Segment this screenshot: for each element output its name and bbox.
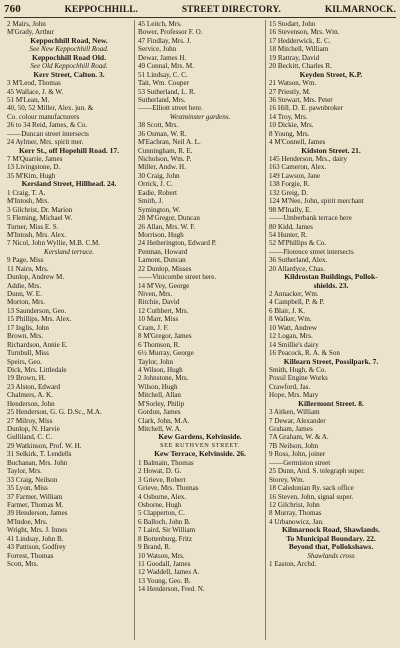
directory-entry: 54 Hunter, R. <box>269 230 308 239</box>
directory-entry: Cram, J. F. <box>138 323 169 332</box>
directory-entry: 23 Alston, Edward <box>7 382 61 391</box>
directory-entry: 11 Goodall, James <box>138 560 191 568</box>
directory-entry: M'Eachran, Neil A. L. <box>138 138 201 147</box>
directory-entry: Henderson, John <box>7 399 55 408</box>
directory-entry: Graham, James <box>269 425 313 433</box>
directory-entry: 17 Hedderwick, E. C. <box>269 36 331 45</box>
directory-entry: 33 Craig, Neilson <box>7 475 58 484</box>
directory-entry: ——Duncan street intersects <box>7 129 89 138</box>
directory-entry: Eadie, Robert <box>138 188 178 197</box>
cross-reference: Shawlands cross <box>307 551 355 560</box>
directory-entry: 27 Priestly, M. <box>269 87 311 96</box>
street-heading: Keppochhill Road, New. <box>30 36 108 45</box>
directory-entry: Hope, Mrs. Mary <box>269 391 319 400</box>
directory-entry: 7 Nicol, John Wyllie, M.B. C.M. <box>7 239 101 248</box>
directory-entry: 15 Phillips, Mrs. Alex. <box>7 315 72 324</box>
directory-entry: 12 Gilchrist, John <box>269 500 320 509</box>
directory-entry: 20 Allardyce, Chas. <box>269 264 325 273</box>
directory-entry: 49 Connal, Mrs. M. <box>138 62 194 71</box>
directory-entry: Turnbull, Miss <box>7 349 49 358</box>
directory-entry: 18 Mitchell, William <box>269 45 329 54</box>
directory-entry: 27 Milroy, Miss <box>7 416 53 425</box>
directory-entry: M'Grady, Arthur <box>7 28 54 37</box>
street-heading: To Municipal Boundary. 22. <box>286 534 376 543</box>
directory-entry: 25 Dunn, And. S. telegraph super. <box>269 467 365 476</box>
directory-entry: ——Germiston street <box>269 458 331 467</box>
directory-entry: Smith, J. <box>138 197 164 206</box>
directory-entry: 7B Neilson, John <box>269 441 319 450</box>
street-heading: Keyden Street, K.P. <box>299 70 363 79</box>
directory-entry: 124 M'Nee, John, spirit merchant <box>269 197 364 206</box>
directory-entry: 6 Blair, J. K. <box>269 306 305 315</box>
directory-entry: 31 Selkirk, T. Lendells <box>7 450 72 459</box>
street-heading: Killearn Street, Possilpark. 7. <box>283 357 379 366</box>
directory-page <box>4 3 396 642</box>
directory-entry: 5 Clapperton, C. <box>138 509 185 518</box>
directory-entry: Turner, Miss E. S. <box>7 222 59 231</box>
street-heading: Kilmarnock Road, Shawlands. <box>282 526 380 535</box>
directory-entry: 2 Johnstone, Mrs. <box>138 374 189 383</box>
street-heading: Kerr St., off Hopehill Road. 17. <box>18 146 120 155</box>
directory-entry: Osborne, Hugh <box>138 500 182 509</box>
street-heading: Kew Gardens, Kelvinside. <box>158 433 242 442</box>
column-left <box>4 20 134 640</box>
directory-entry: Co. colour manufacturers <box>7 112 80 121</box>
directory-entry: 13 Saunderson, Geo. <box>7 306 67 315</box>
directory-entry: 6 Thomson, R. <box>138 340 181 349</box>
cross-reference: SEE RUTHVEN STREET. <box>159 441 241 449</box>
directory-entry: Storey, Wm. <box>269 475 305 484</box>
directory-entry: Crawford, Jas. <box>269 382 311 391</box>
directory-entry: 38 Scott, Mrs. <box>138 121 179 130</box>
column-middle <box>134 20 265 640</box>
directory-entry: 12 Waddell, James A. <box>138 568 200 577</box>
directory-entry: 39 Henderson, James <box>7 509 68 518</box>
directory-entry: M'Indoe, Mrs. <box>7 517 48 526</box>
directory-entry: 51 Lindsay, C. C. <box>138 70 188 79</box>
directory-entry: 14 Troy, Mrs. <box>269 112 308 121</box>
directory-entry: Mitchell, W. A. <box>138 425 182 433</box>
directory-entry: Taylor, John <box>138 357 174 366</box>
directory-entry: ——Elliott street here. <box>138 104 203 113</box>
directory-entry: Tait, Wm. Couper <box>138 79 189 88</box>
header-center-title: STREET DIRECTORY. <box>181 5 281 15</box>
directory-entry: 45 Wallace, J. & W. <box>7 87 64 96</box>
directory-entry: 12 Logan, Mrs. <box>269 332 313 341</box>
directory-entry: 17 Inglis, John <box>7 323 49 332</box>
directory-entry: 19 Brown, H. <box>7 374 46 383</box>
directory-entry: 4 Urbanowicz, Jan. <box>269 517 324 526</box>
directory-entry: 11 Nairn, Mrs. <box>7 264 49 273</box>
directory-entry: 9 Ross, John, joiner <box>269 450 326 459</box>
directory-entry: Wright, Mrs. J. Innes <box>7 526 68 535</box>
directory-entry: 47 Findlay, Mrs. J. <box>138 36 192 45</box>
directory-entry: 14 Smillie's dairy <box>269 340 319 349</box>
directory-entry: 3 Aitken, William <box>269 408 320 417</box>
directory-entry: 24 Aylmer, Mrs. spirit mer. <box>7 138 84 147</box>
directory-entry: Niven, Mrs. <box>138 290 173 298</box>
directory-entry: 1 Balmain, Thomas <box>138 458 194 467</box>
directory-entry: 2 Howat, D. G. <box>138 467 182 476</box>
directory-entry: 10 Watson, Mrs. <box>138 551 185 560</box>
directory-entry: 24 Hetherington, Edward P. <box>138 239 217 248</box>
directory-entry: 26 Allan, Mrs. W. F. <box>138 222 196 231</box>
directory-entry: 3 M'Leod, Thomas <box>7 79 61 88</box>
directory-entry: 12 Cuthbert, Mrs. <box>138 306 189 315</box>
directory-entry: Dunlop, Andrew M. <box>7 273 65 282</box>
directory-entry: 25 Henderson, G. G. D.Sc., M.A. <box>7 408 102 417</box>
directory-entry: 4 M'Connell, James <box>269 138 326 147</box>
directory-entry: 8 Murray, Thomas <box>269 509 322 518</box>
directory-entry: Mitchell, Allan <box>138 391 181 400</box>
page-number: 760 <box>4 3 21 15</box>
directory-entry: 7 M'Quarrie, James <box>7 155 63 163</box>
directory-entry: 4 Osborne, Alex. <box>138 492 187 501</box>
directory-entry: 16 Hill, D. E. pawnbroker <box>269 104 343 113</box>
directory-entry: 29 Watkinson, Prof. W. H. <box>7 441 82 450</box>
header-left-title: KEPPOCHHILL. <box>64 5 138 15</box>
directory-entry: Dick, Mrs. Littledale <box>7 365 67 374</box>
street-heading: Killermont Street. 8. <box>298 399 364 408</box>
directory-entry: 36 Stewart, Mrs. Peter <box>269 95 333 104</box>
cross-reference: See New Keppochhill Road. <box>29 45 109 54</box>
directory-entry: 51 M'Lean, M. <box>7 95 50 104</box>
directory-entry: Symington, W. <box>138 205 181 214</box>
directory-entry: 35 Lyon, Miss <box>7 484 48 493</box>
directory-entry: Penman, Howard <box>138 247 188 256</box>
directory-entry: Orrick, J. C. <box>138 180 173 189</box>
directory-entry: 138 Forgie, R. <box>269 180 310 189</box>
directory-entry: 22 Dunlop, Misses <box>138 264 192 273</box>
directory-entry: Taylor, Mrs. <box>7 467 42 476</box>
directory-entry: ——Vinicombe street here. <box>138 273 217 282</box>
directory-entry: Miller, Andw. H. <box>138 163 186 172</box>
street-heading: Beyond that, Pollokshaws. <box>288 543 374 552</box>
directory-entry: M'Sorley, Philip <box>138 399 185 408</box>
directory-entry: 4 Wilson, Hugh <box>138 365 183 374</box>
directory-entry: M'Intosh, Mrs. <box>7 197 50 206</box>
directory-entry: 1 Craig, T. A. <box>7 188 46 197</box>
cross-reference: Kersland terrace. <box>43 247 95 256</box>
cross-reference: Westminster gardens. <box>169 112 231 121</box>
directory-entry: Bower, Professor F. O. <box>138 28 203 37</box>
directory-entry: 41 Lindsay, John B. <box>7 534 64 543</box>
directory-entry: ——Florence street intersects <box>269 247 354 256</box>
street-heading: shields. 23. <box>313 281 349 290</box>
directory-entry: 1 Easton, Archd. <box>269 560 317 568</box>
directory-entry: 4 Campbell, P. & P. <box>269 298 325 307</box>
directory-entry: Speirs, Geo. <box>7 357 42 366</box>
directory-entry: 16 Steven, John, signal super. <box>269 492 354 501</box>
directory-entry: 8 Young, Mrs. <box>269 129 310 138</box>
directory-entry: 43 Pattison, Godfrey <box>7 543 66 552</box>
directory-entry: Nicholson, Wm. P. <box>138 155 192 163</box>
directory-entry: 132 Greig, D. <box>269 188 309 197</box>
directory-entry: Richardson, Annie E. <box>7 340 68 349</box>
directory-entry: Gordon, James <box>138 408 181 417</box>
directory-entry: 8 Bottenburg, Fritz <box>138 534 193 543</box>
directory-entry: 45 Leitch, Mrs. <box>138 20 182 28</box>
directory-entry: Grieve, Mrs. Thomas <box>138 484 199 493</box>
directory-entry: Cunningham, R. E. <box>138 146 193 155</box>
directory-entry: 26 to 34 Reid, James, & Co. <box>7 121 88 130</box>
directory-entry: 8 M'Gregor, James <box>138 332 192 341</box>
directory-entry: Ritchie, David <box>138 298 180 307</box>
directory-entry: 19 Rattray, David <box>269 53 320 62</box>
directory-entry: Clark, John, M.A. <box>138 416 190 425</box>
directory-entry: Morrison, Hugh <box>138 230 184 239</box>
directory-entry: 10 Watt, Andrew <box>269 323 317 332</box>
directory-entry: 15 Stodart, John <box>269 20 316 28</box>
directory-entry: 14 M'Vey, George <box>138 281 190 290</box>
directory-entry: 37 Farmer, William <box>7 492 63 501</box>
directory-entry: 52 M'Phillips & Co. <box>269 239 327 248</box>
directory-entry: 145 Henderson, Mrs., dairy <box>269 155 348 163</box>
directory-entry: Forrest, Thomas <box>7 551 54 560</box>
directory-entry: 40, 50, 52 Miller, Alex. jun. & <box>7 104 94 113</box>
directory-entry: Scott, Mrs. <box>7 560 39 568</box>
directory-entry: 36 Osman, W. R. <box>138 129 187 138</box>
directory-entry: Possil Engine Works <box>269 374 328 383</box>
street-heading: Kerr Street, Calton. 3. <box>33 70 105 79</box>
directory-entry: 35 M'Kim, Hugh <box>7 171 56 180</box>
street-heading: Kidston Street. 21. <box>301 146 361 155</box>
directory-entry: 3 Gilchrist, Dr. Marion <box>7 205 73 214</box>
directory-entry: Buchanan, Mrs. John <box>7 458 68 467</box>
directory-entry: Brown, Mrs. <box>7 332 44 341</box>
street-heading: Kersland Street, Hillhead. 24. <box>21 180 117 189</box>
directory-entry: 7 Laird, Sir William <box>138 526 196 535</box>
directory-entry: 36 Sutherland, Alex. <box>269 256 328 265</box>
directory-entry: 30 Craig, John <box>138 171 180 180</box>
directory-entry: 28 M'Gregor, Duncan <box>138 214 200 223</box>
directory-entry: Addie, Mrs. <box>7 281 42 290</box>
directory-entry: Farmer, Thomas M. <box>7 500 64 509</box>
directory-entry: 9 Page, Miss <box>7 256 44 265</box>
directory-entry: 18 Caledonian Ry. sack office <box>269 484 354 493</box>
directory-entry: M'Intosh, Mrs. Alex. <box>7 230 67 239</box>
directory-entry: Dewar, James H. <box>138 53 187 62</box>
directory-entry: Smith, Hugh, & Co. <box>269 365 327 374</box>
directory-entry: 16 Stevenson, Mrs. Wm. <box>269 28 340 37</box>
directory-entry: Gulliland, C. C. <box>7 433 53 442</box>
directory-entry: 7 Dewar, Alexander <box>269 416 326 425</box>
directory-entry: 2 Mairs, John <box>7 20 46 28</box>
header-right-title: KILMARNOCK. <box>324 5 396 15</box>
street-heading: Kew Terrace, Kelvinside. 26. <box>154 450 246 459</box>
directory-entry: 5 Fleming, Michael W. <box>7 214 73 223</box>
directory-entry: Morton, Mrs. <box>7 298 46 307</box>
page-header <box>4 3 396 18</box>
directory-entry: 16 Peacock, R. A. & Son <box>269 349 340 358</box>
directory-entry: 14 Henderson, Fred. N. <box>138 585 205 594</box>
directory-entry: 20 Beckitt, Charles R. <box>269 62 332 71</box>
directory-entry: Sutherland, Mrs. <box>138 95 186 104</box>
directory-entry: Service, John <box>138 45 177 54</box>
directory-entry: 98 M'Inally, E. <box>269 205 312 214</box>
directory-entry: 13 Livingstone, D. <box>7 163 61 172</box>
directory-entry: ——Umberbank terrace here <box>269 214 352 223</box>
directory-entry: 163 Cameron, Alex. <box>269 163 327 172</box>
street-heading: Kildrostan Buildings, Pollok- <box>284 273 378 282</box>
directory-entry: 6 Balloch, John B. <box>138 517 191 526</box>
directory-entry: 9 Brand, R. <box>138 543 171 552</box>
directory-entry: Dunlop, N. Harvie <box>7 425 60 433</box>
column-right <box>265 20 396 640</box>
directory-entry: 3 Grieve, Robert <box>138 475 186 484</box>
directory-entry: Dunn, W. E. <box>7 290 42 298</box>
directory-entry: 10 Dickie, Mrs. <box>269 121 314 130</box>
directory-entry: 2 Annacker, Wm. <box>269 290 319 298</box>
directory-columns <box>4 20 396 640</box>
street-heading: Keppochhill Road Old. <box>32 53 106 62</box>
directory-entry: Chalmers, A. K. <box>7 391 53 400</box>
directory-entry: 80 Kidd, James <box>269 222 313 231</box>
directory-entry: 21 Watson, Wm. <box>269 79 317 88</box>
directory-entry: 149 Lawson, Jane <box>269 171 321 180</box>
directory-entry: Lamont, Duncan <box>138 256 186 265</box>
cross-reference: See Old Keppochhill Road. <box>30 62 108 71</box>
directory-entry: Wilson, Hugh <box>138 382 178 391</box>
directory-entry: 10 Marr, Miss <box>138 315 179 324</box>
directory-entry: 53 Sutherland, L. R. <box>138 87 196 96</box>
directory-entry: 6½ Murray, George <box>138 349 194 358</box>
directory-entry: 7A Graham, W. & A. <box>269 433 329 442</box>
directory-entry: 8 Walker, Wm. <box>269 315 312 324</box>
directory-entry: 13 Young, Geo. B. <box>138 576 191 585</box>
